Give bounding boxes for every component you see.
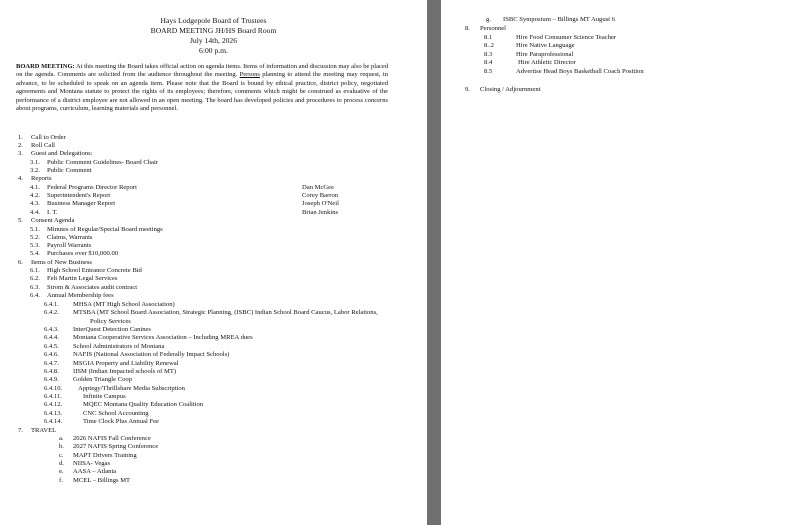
intro-text-1: At this meeting the Board takes official action on agenda items. Items of information and discussion may also be placed on the agenda. Comments are solicited from the audience throughout the meeting. (16, 63, 388, 79)
agenda-item-number: 6.4.9. (44, 376, 59, 383)
agenda-item-number: d. (59, 460, 64, 467)
agenda-item-text: TRAVEL (31, 427, 57, 434)
agenda-item-text: Hire Food Consumer Science Teacher (516, 34, 617, 41)
agenda-item-number: 6.2. (30, 275, 40, 282)
agenda-item-number: 4.3. (30, 200, 40, 207)
org-title: Hays Lodgepole Board of Trustees (160, 16, 267, 25)
agenda-item-number: 6.4.10. (44, 385, 63, 392)
agenda-item-number: 6.4.14. (44, 418, 63, 425)
agenda-item-text: NIISA- Vegas (73, 460, 111, 467)
agenda-item-text: Time Clock Plus Annual Fee (83, 418, 159, 425)
agenda-item-number: 6.4.12. (44, 401, 63, 408)
agenda-item-number: 4. (18, 175, 23, 182)
agenda-item-number: 4.4. (30, 209, 40, 216)
agenda-item-number: 6.4.2. (44, 309, 59, 316)
agenda-item-text: Business Manager Report (47, 200, 116, 207)
agenda-item-number: 5.4. (30, 250, 40, 257)
agenda-item-text: ISBC Symposium – Billings MT August 6 (503, 16, 615, 23)
agenda-item-text: 2026 NAFIS Fall Conference (73, 435, 151, 442)
agenda-item-number: 3.1. (30, 159, 40, 166)
agenda-item-number: 6.4.7. (44, 360, 59, 367)
agenda-item-text: 2027 NAFIS Spring Conference (73, 443, 159, 450)
meeting-title: BOARD MEETING JH/HS Board Room (150, 26, 277, 35)
presenter-name: Corey Barron (302, 192, 339, 199)
intro-label: BOARD MEETING: (16, 63, 75, 70)
agenda-item-number: a. (59, 435, 64, 442)
agenda-item-number: 8.4 (484, 59, 493, 66)
meeting-date: July 14th, 2026 (189, 36, 238, 45)
agenda-item-text: Public Comment Guidelines- Board Chair (47, 159, 158, 166)
agenda-item-number: 6.3. (30, 284, 40, 291)
agenda-item-text: Strom & Associates audit contract (47, 284, 138, 291)
agenda-item-text: AASA – Atlanta (73, 468, 117, 475)
agenda-item-text: Reports (31, 175, 52, 182)
agenda-item-text: Hire Native Language (516, 42, 575, 49)
presenter-name: Brian Jenkins (302, 209, 339, 216)
agenda-item-number: 8..2 (484, 42, 494, 49)
agenda-item-number: 2. (18, 142, 23, 149)
agenda-item-number: 7. (18, 427, 23, 434)
agenda-item-text: Roll Call (31, 142, 55, 149)
agenda-item-number: 6.4. (30, 292, 40, 299)
agenda-item-number: 6.4.13. (44, 410, 63, 417)
agenda-item-number: 3.2. (30, 167, 40, 174)
meeting-time: 6:00 p.m. (199, 46, 228, 55)
presenter-name: Joseph O'Neil (302, 200, 339, 207)
agenda-item-number: 3. (18, 150, 23, 157)
agenda-item-text: Minutes of Regular/Special Board meetings (47, 226, 163, 233)
agenda-item-number: 8. (465, 25, 470, 32)
agenda-item-text: Items of New Business (31, 259, 92, 266)
agenda-item-number: e. (59, 468, 64, 475)
agenda-item-text: MCEL – Billings MT (73, 477, 131, 484)
agenda-item-text: MAPT Drivers Training (73, 452, 137, 459)
agenda-item-number: c. (59, 452, 64, 459)
agenda-page-2 (441, 0, 800, 525)
agenda-item-text-continued: Policy Services (90, 318, 131, 325)
agenda-item-number: 8.3 (484, 51, 493, 58)
agenda-item-number: 6.4.6. (44, 351, 59, 358)
agenda-item-text: Annual Membership fees (47, 292, 114, 299)
agenda-item-number: 8.5 (484, 68, 493, 75)
agenda-item-text: Purchases over $10,000.00 (47, 250, 119, 257)
agenda-item-number: 1. (18, 134, 23, 141)
intro-persons: Persons (239, 71, 260, 79)
agenda-item-number: 5.2. (30, 234, 40, 241)
agenda-item-text: Closing / Adjournment (480, 86, 541, 93)
agenda-item-text: Hire Athletic Director (518, 59, 576, 66)
agenda-item-text: Hire Paraprofessional (516, 51, 574, 58)
agenda-item-text: InterQuest Detection Canines (73, 326, 152, 333)
agenda-item-text: MHSA (MT High School Association) (73, 301, 175, 308)
agenda-item-number: 9. (465, 86, 470, 93)
agenda-item-number: 4.1. (30, 184, 40, 191)
agenda-item-number: 6.4.3. (44, 326, 59, 333)
agenda-item-number: 6.4.8. (44, 368, 59, 375)
agenda-item-text: MTSBA (MT School Board Association, Strategic Planning, (ISBC) Indian School Board Caucus, Labor Relations, (73, 309, 378, 316)
agenda-item-number: 6.1. (30, 267, 40, 274)
agenda-item-number: 8.1 (484, 34, 493, 41)
agenda-item-text: School Administrators of Montana (73, 343, 165, 350)
agenda-item-number: 6.4.4. (44, 334, 59, 341)
agenda-item-text: Personnel (480, 25, 507, 32)
agenda-item-text: MQEC Montana Quality Education Coalition (83, 401, 204, 408)
agenda-item-number: b. (59, 443, 64, 450)
agenda-item-text: Payroll Warrants (47, 242, 92, 249)
presenter-name: Dan McGee (302, 184, 335, 191)
agenda-item-text: Golden Triangle Coop (73, 376, 132, 383)
agenda-item-number: g. (486, 16, 491, 23)
agenda-item-text: Public Comment (47, 167, 92, 174)
agenda-item-text: Montana Cooperative Services Association – Including MREA dues (73, 334, 253, 341)
agenda-item-number: 6.4.11. (44, 393, 62, 400)
agenda-item-text: Call to Order (31, 134, 66, 141)
intro-text-2: planning to attend the meeting may request, in advance, to be scheduled to speak on an agenda item. Please note that the Board is bound by ethical practice, district policy, negotiated agreements and Montana statute to protect the rights of its employees; therefore, comments which might be construed as evaluative of the performance of a district employee are not allowed in an open meeting. The board has developed policies and procedures to process concerns about programs, curriculum, learning materials and personnel. (16, 71, 388, 113)
agenda-item-text: NAFIS (National Association of Federally Impact Schools) (73, 351, 230, 358)
page-separator (427, 0, 441, 525)
agenda-item-text: Consent Agenda (31, 217, 75, 224)
agenda-item-text: Apptegy/Thrillshare Media Subscription (78, 385, 185, 392)
agenda-item-text: Infinite Campus (83, 393, 126, 400)
agenda-item-number: f. (59, 477, 63, 484)
agenda-item-number: 4.2. (30, 192, 40, 199)
agenda-item-text: CNC School Accounting (83, 410, 149, 417)
agenda-item-text: MSGIA Property and Liability Renewal (73, 360, 179, 367)
agenda-item-number: 5.3. (30, 242, 40, 249)
agenda-item-number: 5. (18, 217, 23, 224)
agenda-item-text: Federal Programs Director Report (47, 184, 137, 191)
agenda-item-text: Guest and Delegations: (31, 150, 93, 157)
agenda-item-text: High School Entrance Concrete Bid (47, 267, 142, 274)
agenda-item-text: Advertise Head Boys Basketball Coach Position (516, 68, 644, 75)
agenda-item-number: 6.4.1. (44, 301, 59, 308)
agenda-item-text: IISM (Indian Impacted schools of MT) (73, 368, 177, 375)
agenda-item-number: 5.1. (30, 226, 40, 233)
intro-paragraph (16, 63, 388, 113)
agenda-item-text: Claims, Warrants (47, 234, 93, 241)
agenda-item-text: Felt Martin Legal Services (47, 275, 118, 282)
agenda-item-number: 6.4.5. (44, 343, 59, 350)
agenda-item-text: I. T. (47, 209, 58, 216)
agenda-item-number: 6. (18, 259, 23, 266)
agenda-item-text: Superintendent's Report (47, 192, 111, 199)
